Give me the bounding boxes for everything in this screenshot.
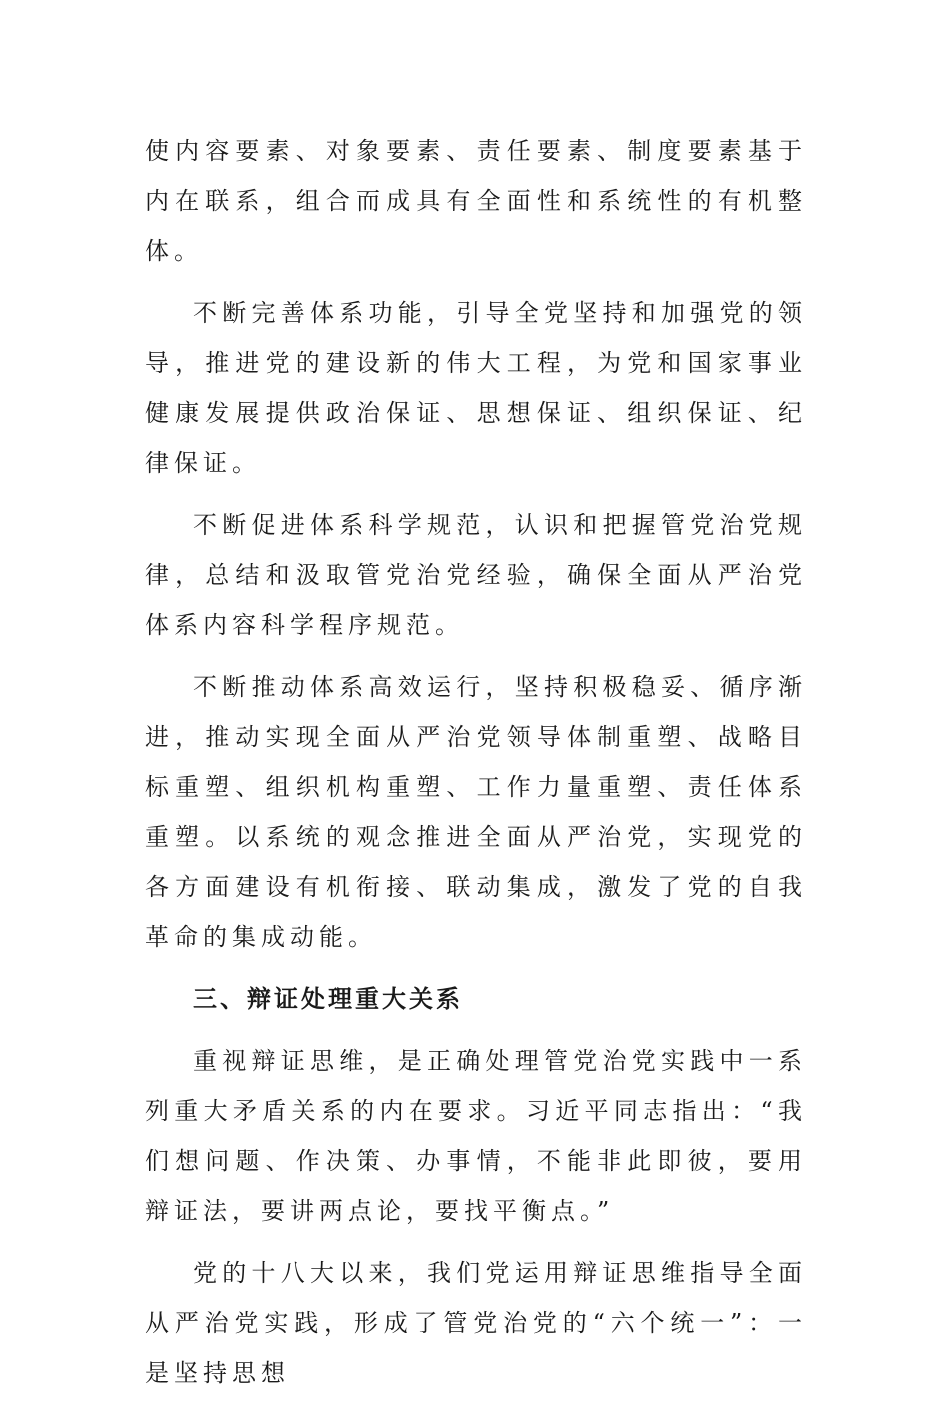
section-heading: 三、辩证处理重大关系 bbox=[193, 984, 463, 1013]
paragraph-system-function: 不断完善体系功能，引导全党坚持和加强党的领导，推进党的建设新的伟大工程，为党和国家事业健康发展提供政治保证、思想保证、组织保证、纪律保证。 bbox=[145, 299, 807, 477]
paragraph-system-standard: 不断促进体系科学规范，认识和把握管党治党规律，总结和汲取管党治党经验，确保全面从严治党体系内容科学程序规范。 bbox=[145, 511, 807, 639]
paragraph-continuation: 使内容要素、对象要素、责任要素、制度要素基于内在联系，组合而成具有全面性和系统性的有机整体。 bbox=[145, 137, 807, 265]
paragraph-system-operation: 不断推动体系高效运行，坚持积极稳妥、循序渐进，推动实现全面从严治党领导体制重塑、战略目标重塑、组织机构重塑、工作力量重塑、责任体系重塑。以系统的观念推进全面从严治党，实现党的各方面建设有机衔接、联动集成，激发了党的自我革命的集成动能。 bbox=[145, 673, 807, 951]
document-page bbox=[145, 126, 807, 1410]
paragraph-six-unities: 党的十八大以来，我们党运用辩证思维指导全面从严治党实践，形成了管党治党的“六个统一”：一是坚持思想 bbox=[145, 1259, 807, 1387]
paragraph-dialectical-thinking: 重视辩证思维，是正确处理管党治党实践中一系列重大矛盾关系的内在要求。习近平同志指出：“我们想问题、作决策、办事情，不能非此即彼，要用辩证法，要讲两点论，要找平衡点。” bbox=[145, 1047, 807, 1225]
